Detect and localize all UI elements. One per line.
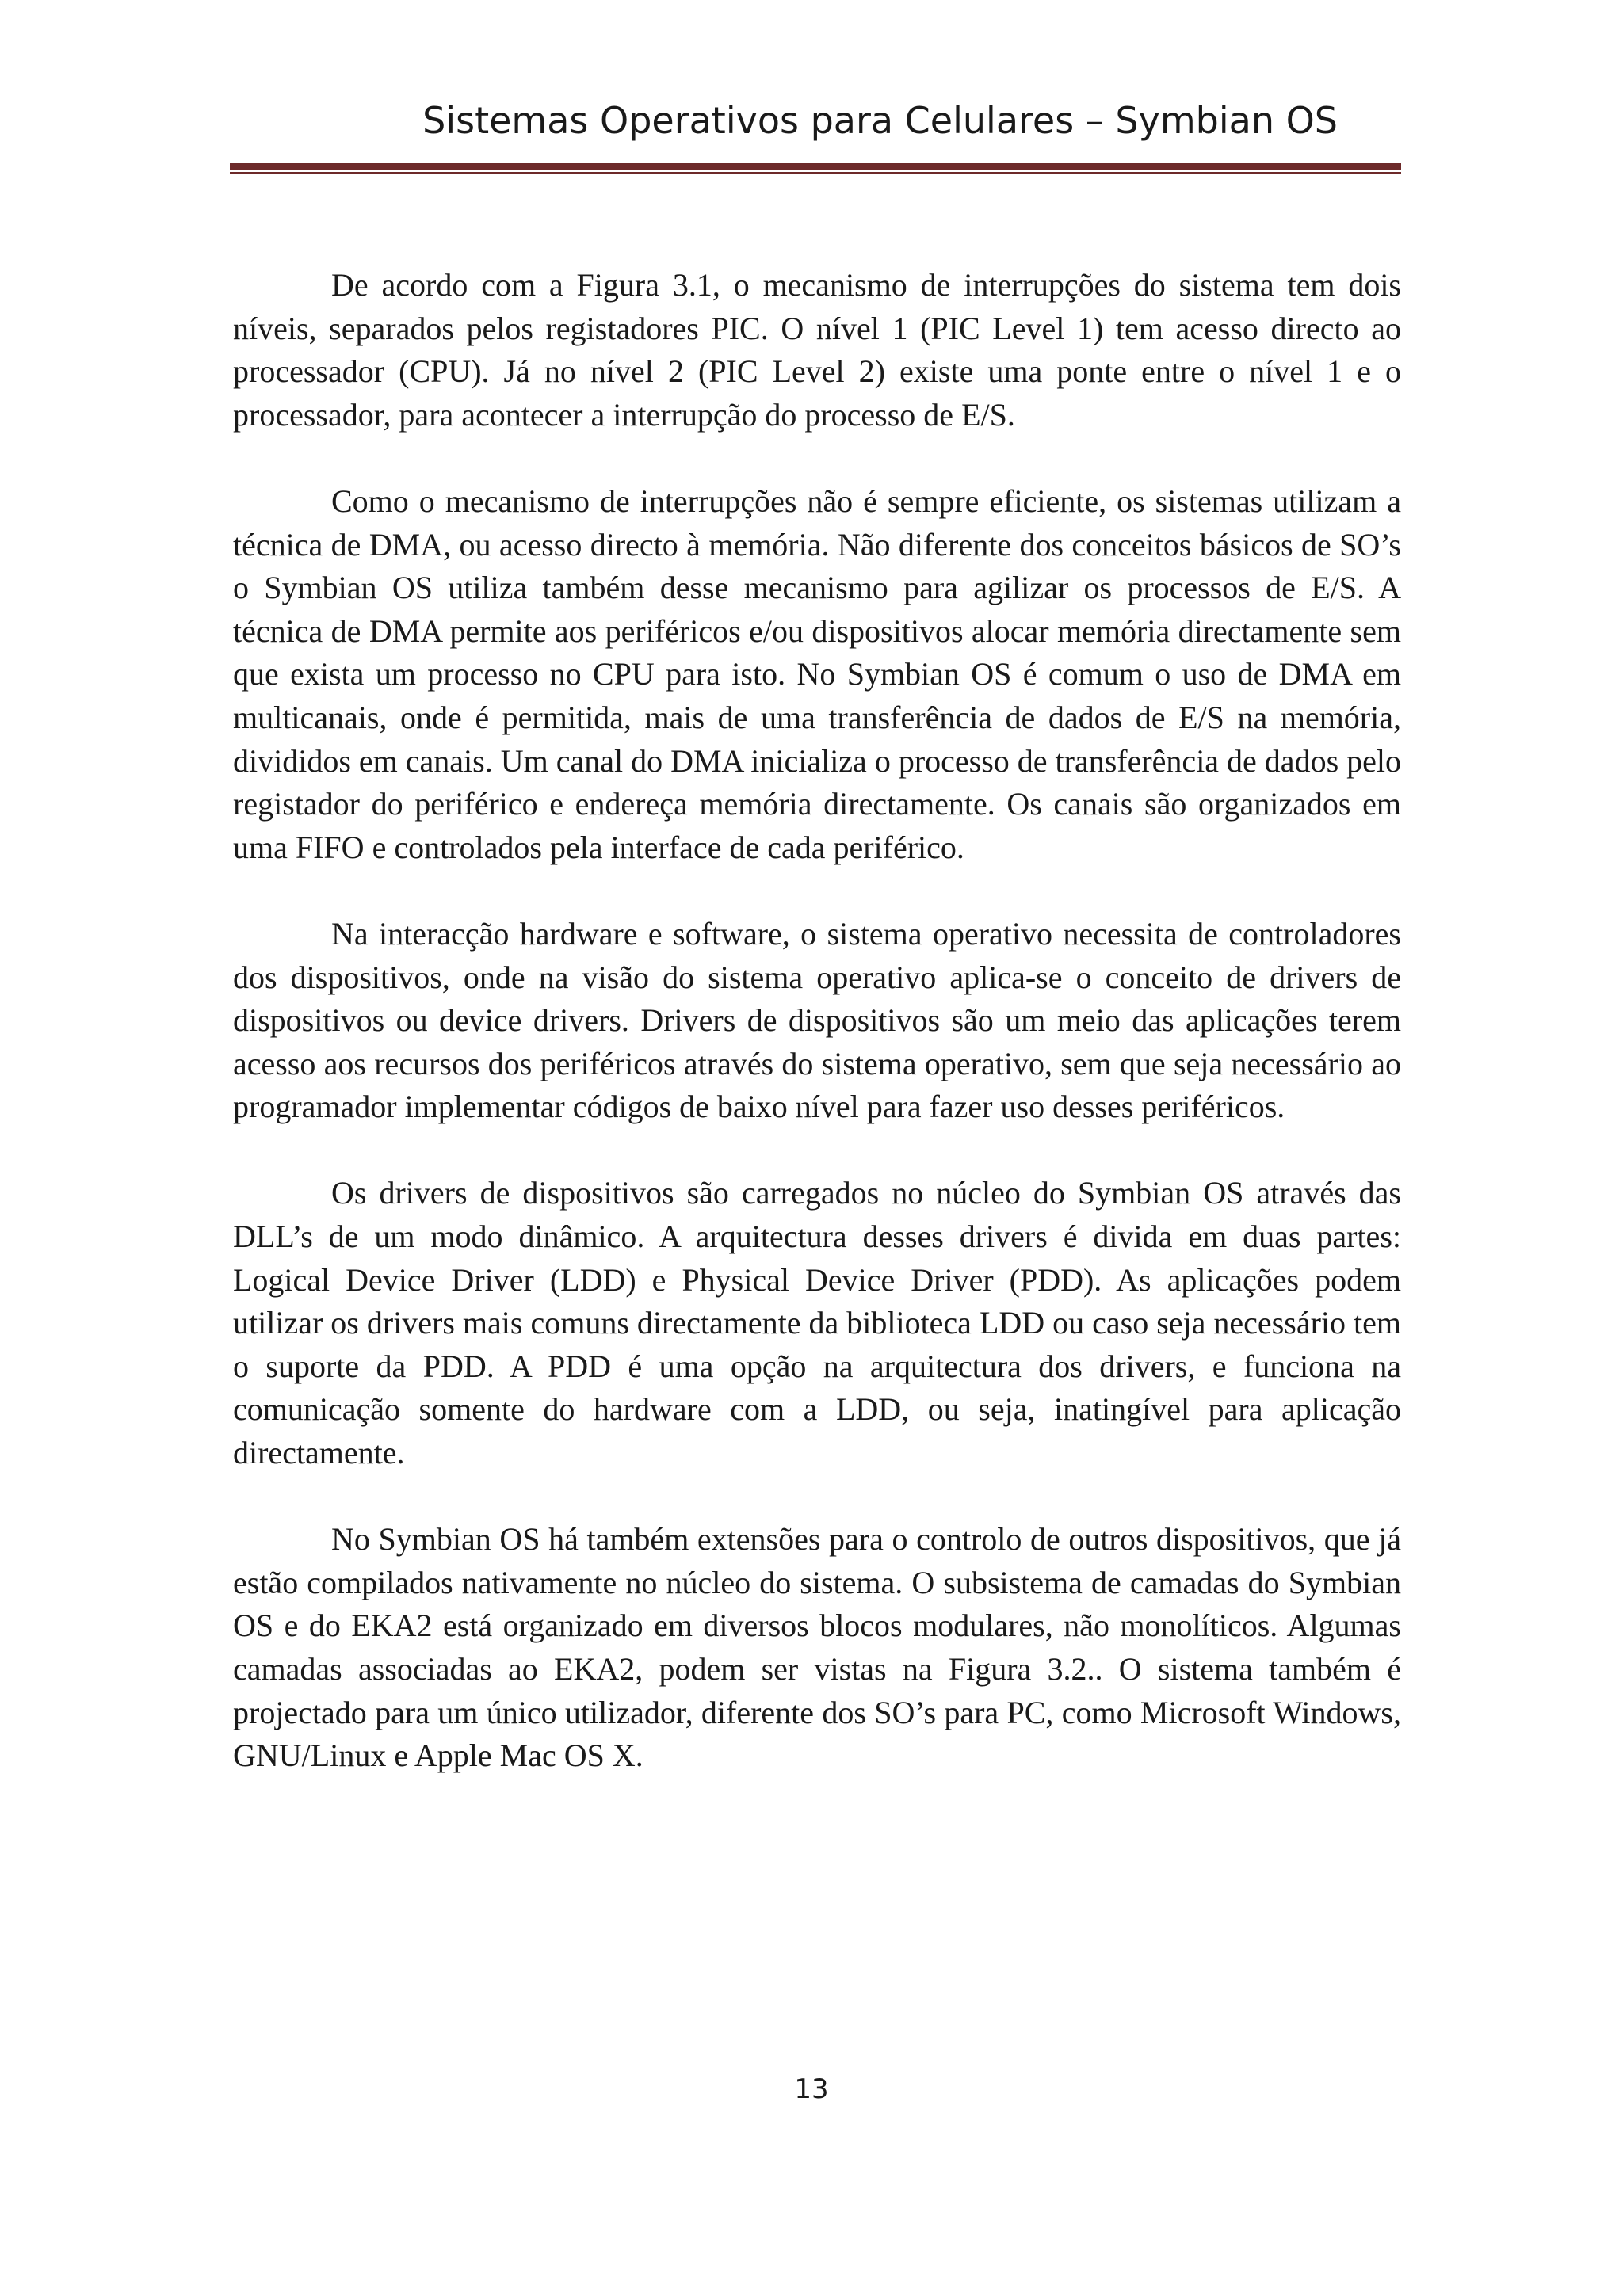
paragraph-3: Na interacção hardware e software, o sistema operativo necessita de controladores dos dispositivos, onde na visão do sistema operativo aplica-se o conceito de drivers de dispositivos ou device drivers. Drivers de dispositivos são um meio das aplicações terem acesso aos recursos dos periféricos através do sistema operativo, sem que seja necessário ao programador implementar códigos de baixo nível para fazer uso desses periféricos. xyxy=(233,915,1401,1125)
body-text xyxy=(233,264,1401,1821)
header-rule-thick xyxy=(230,163,1401,170)
page-header xyxy=(230,87,1401,174)
header-title: Sistemas Operativos para Celulares – Symbian OS xyxy=(422,99,1338,142)
paragraph-4: Os drivers de dispositivos são carregados no núcleo do Symbian OS através das DLL’s de um modo dinâmico. A arquitectura desses drivers é divida em duas partes: Logical Device Driver (LDD) e Physical Device Driver (PDD). As aplicações podem utilizar os drivers mais comuns directamente da biblioteca LDD ou caso seja necessário tem o suporte da PDD. A PDD é uma opção na arquitectura dos drivers, e funciona na comunicação somente do hardware com a LDD, ou seja, inatingível para aplicação directamente. xyxy=(233,1175,1401,1471)
paragraph-5: No Symbian OS há também extensões para o controlo de outros dispositivos, que já estão compilados nativamente no núcleo do sistema. O subsistema de camadas do Symbian OS e do EKA2 está organizado em diversos blocos modulares, não monolíticos. Algumas camadas associadas ao EKA2, podem ser vistas na Figura 3.2.. O sistema também é projectado para um único utilizador, diferente dos SO’s para PC, como Microsoft Windows, GNU/Linux e Apple Mac OS X. xyxy=(233,1521,1401,1774)
page-number: 13 xyxy=(794,2073,829,2105)
paragraph-2: Como o mecanismo de interrupções não é sempre eficiente, os sistemas utilizam a técnica de DMA, ou acesso directo à memória. Não diferente dos conceitos básicos de SO’s o Symbian OS utiliza também desse mecanismo para agilizar os processos de E/S. A técnica de DMA permite aos periféricos e/ou dispositivos alocar memória directamente sem que exista um processo no CPU para isto. No Symbian OS é comum o uso de DMA em multicanais, onde é permitida, mais de uma transferência de dados de E/S na memória, divididos em canais. Um canal do DMA inicializa o processo de transferência de dados pelo registador do periférico e endereça memória directamente. Os canais são organizados em uma FIFO e controlados pela interface de cada periférico. xyxy=(233,482,1401,865)
header-rule-thin xyxy=(230,172,1401,174)
paragraph-1: De acordo com a Figura 3.1, o mecanismo de interrupções do sistema tem dois níveis, separados pelos registadores PIC. O nível 1 (PIC Level 1) tem acesso directo ao processador (CPU). Já no nível 2 (PIC Level 2) existe uma ponte entre o nível 1 e o processador, para acontecer a interrupção do processo de E/S. xyxy=(233,267,1401,433)
